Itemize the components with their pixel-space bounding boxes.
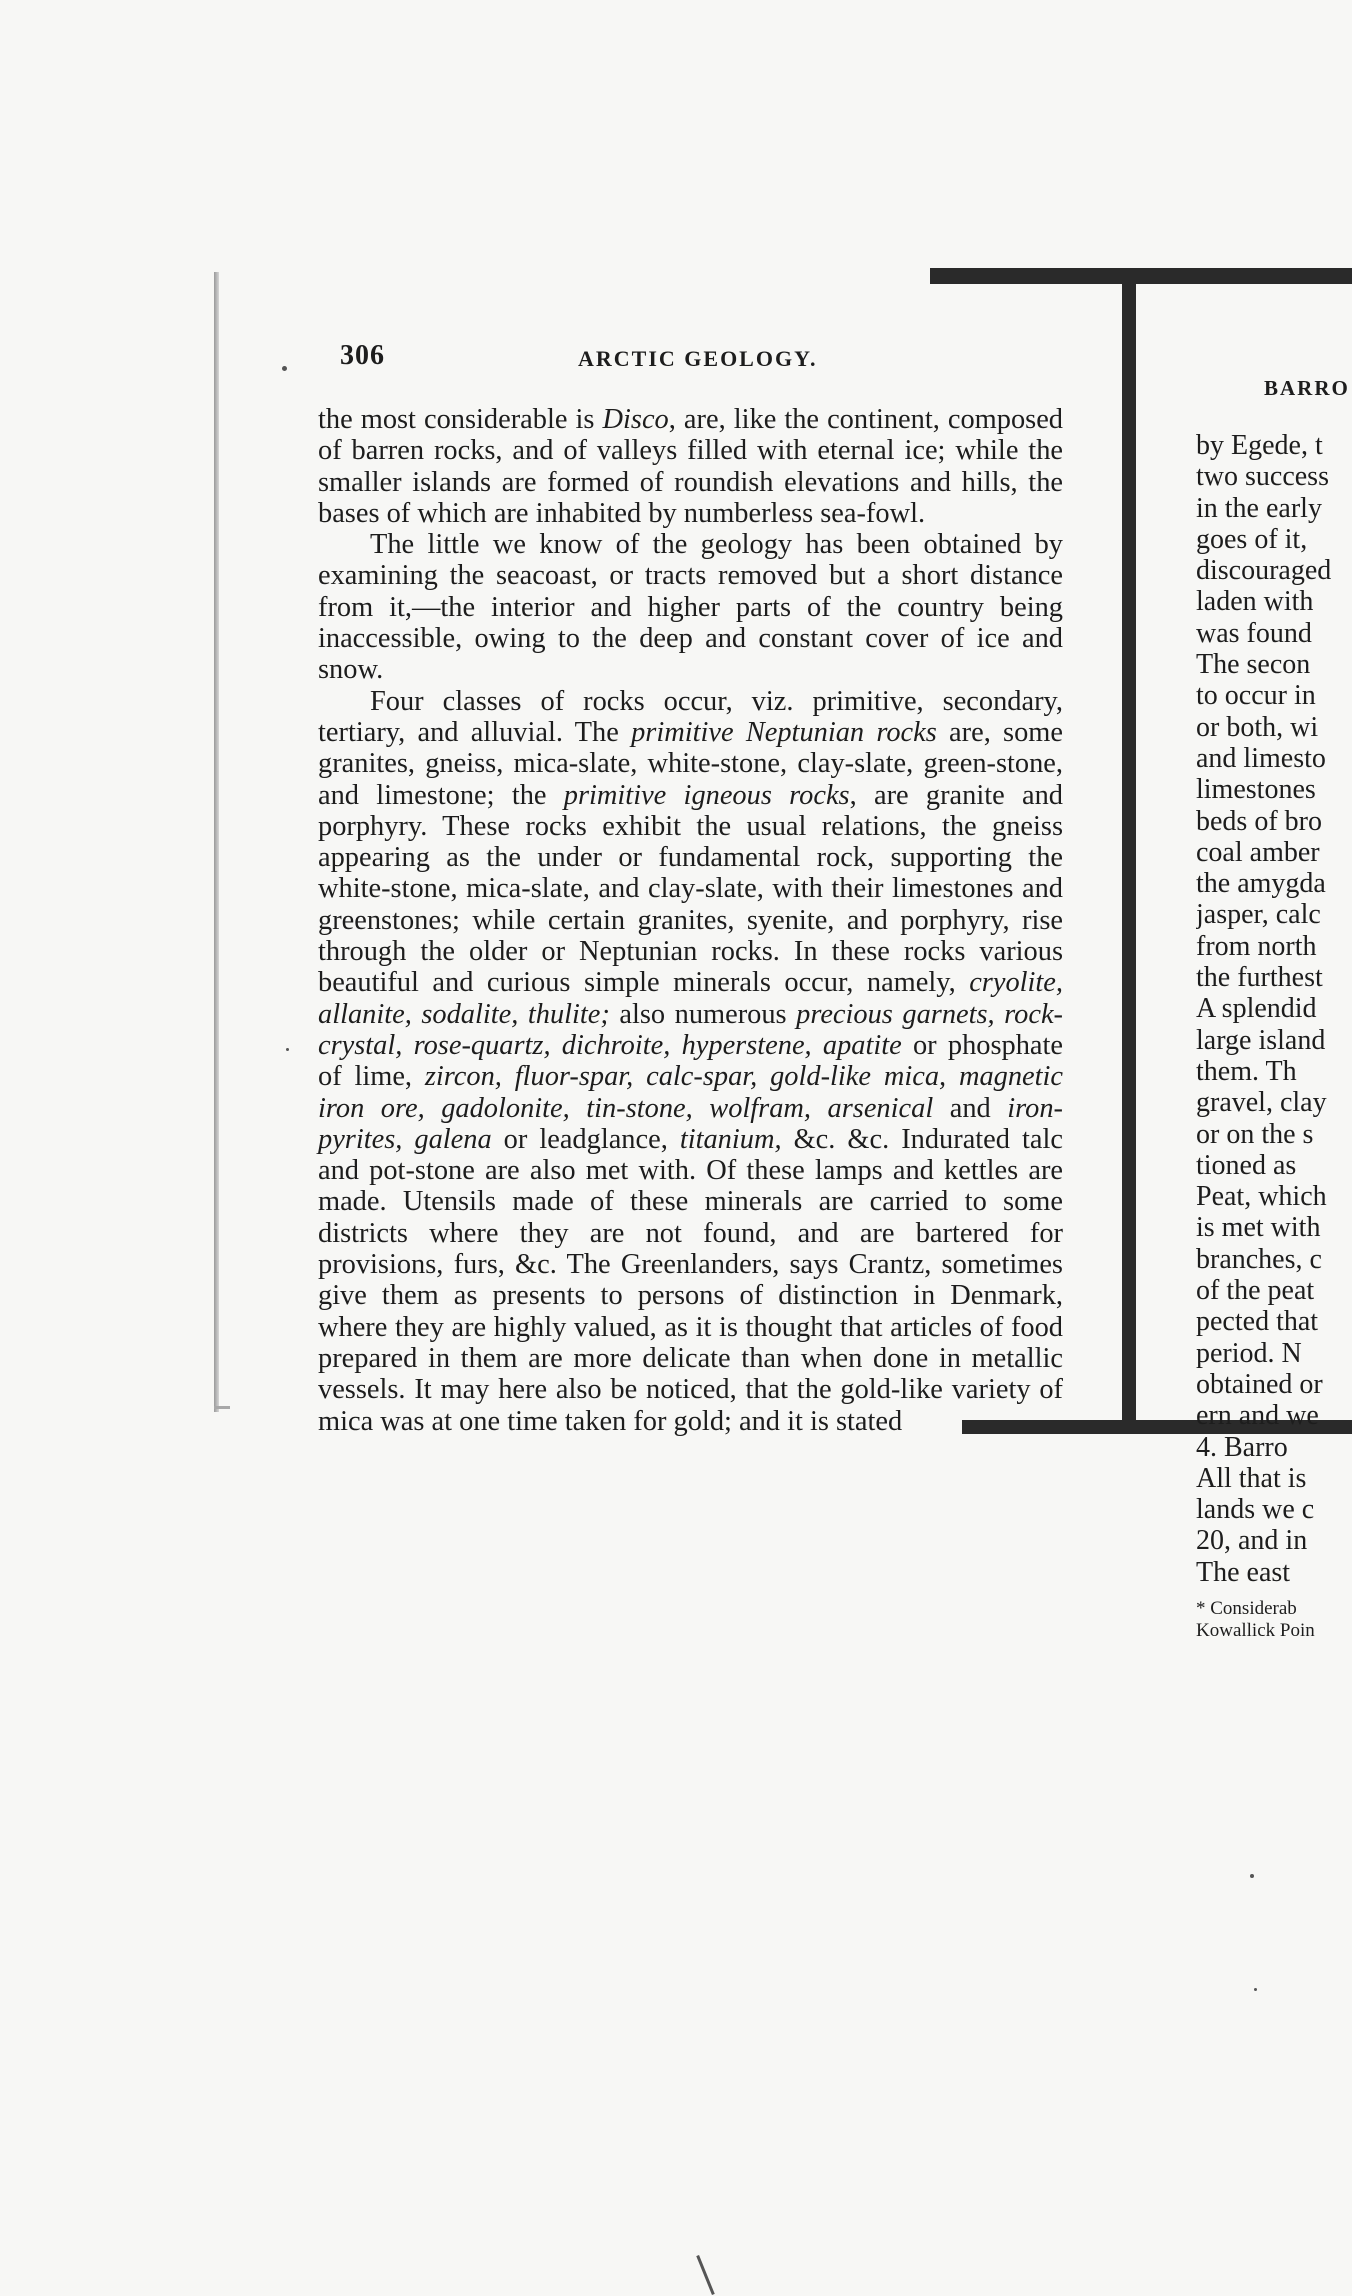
facing-page-line: from north — [1196, 930, 1317, 962]
text-run: also numerous — [609, 998, 797, 1030]
facing-page-footnote — [1196, 1598, 1352, 1642]
facing-page-line: tioned as — [1196, 1149, 1297, 1181]
text-run: are, some granites, gneiss, mica-slate, white-stone, clay-slate, green-stone, and limestone; the — [318, 716, 1063, 811]
facing-page-line: or both, wi — [1196, 711, 1319, 743]
book-clamp-stem — [1122, 276, 1136, 1428]
facing-page-line: All that is — [1196, 1462, 1307, 1494]
paragraph — [318, 529, 1063, 685]
italic-term: Disco — [602, 404, 669, 435]
text-run: , are granite and porphyry. These rocks exhibit the usual relations, the gneiss appearing as the under or fundamental rock, supporting the white-stone, mica-slate, and clay-slate, with their limestones and greenstones; while certain granites, syenite, and porphyry, rise through the older or Neptunian rocks. In these rocks various beautiful and curious simple minerals occur, namely, — [318, 779, 1063, 999]
book-clamp-top — [930, 268, 1352, 284]
facing-page-line: limestones — [1196, 774, 1316, 806]
text-run: the most considerable is — [318, 404, 603, 435]
scan-speck — [282, 366, 287, 371]
scan-page-edge — [214, 272, 219, 1412]
italic-term: zircon, fluor-spar, calc-spar, gold-like mica, magnetic iron ore, gadolonite, tin-stone, wolfram, arsenical — [318, 1061, 1064, 1124]
facing-page-line: by Egede, t — [1196, 430, 1323, 461]
facing-page-line: the amygda — [1196, 868, 1326, 900]
italic-term: cryolite, allanite, sodalite, thulite; — [318, 967, 1063, 1030]
facing-page-line: Peat, which — [1196, 1181, 1327, 1213]
facing-page-text — [1196, 430, 1352, 1588]
facing-page-line: period. N — [1196, 1337, 1302, 1369]
facing-page-line: of the peat — [1196, 1275, 1315, 1307]
facing-page-line: the furthest — [1196, 962, 1323, 994]
facing-page-line: large island — [1196, 1024, 1326, 1056]
scan-speck — [286, 1048, 289, 1051]
paragraph — [318, 686, 1063, 1437]
facing-page-line: discouraged — [1196, 555, 1332, 587]
page-header — [336, 340, 1066, 380]
facing-page-line: is met with — [1196, 1212, 1321, 1244]
facing-page-line: branches, c — [1196, 1243, 1322, 1275]
body-text — [318, 404, 1063, 1437]
facing-page-running-head: BARRO — [1264, 376, 1350, 400]
page-number: 306 — [340, 340, 385, 371]
text-run: The little we know of the geology has been obtained by examining the seacoast, or tracts removed but a short distance from it,—the interior and higher parts of the country being inaccessible, owing to the deep and constant cover of ice and snow. — [318, 529, 1063, 686]
running-head: ARCTIC GEOLOGY. — [578, 346, 818, 371]
facing-page-line: goes of it, — [1196, 523, 1308, 555]
facing-page-footnote-line: Kowallick Poin — [1196, 1620, 1315, 1641]
scan-speck — [1250, 1874, 1254, 1878]
facing-page-line: ern and we — [1196, 1400, 1319, 1432]
italic-term: iron-pyrites, galena — [318, 1092, 1063, 1155]
facing-page-line: them. Th — [1196, 1055, 1297, 1087]
facing-page-line: lands we c — [1196, 1494, 1315, 1526]
facing-page-line: The secon — [1196, 649, 1311, 681]
facing-page-line: obtained or — [1196, 1368, 1323, 1400]
text-run: or phosphate of lime, — [318, 1029, 1063, 1093]
facing-page-line: jasper, calc — [1196, 899, 1321, 931]
facing-page-line: A splendid — [1196, 993, 1317, 1025]
facing-page-line: pected that — [1196, 1306, 1319, 1338]
facing-page-line: in the early — [1196, 492, 1322, 524]
italic-term: titanium, — [679, 1123, 782, 1155]
facing-page-line: to occur in — [1196, 680, 1316, 712]
facing-page-footnote-line: * Considerab — [1196, 1598, 1297, 1619]
facing-page-line: The east — [1196, 1556, 1291, 1588]
italic-term: primitive igneous rocks — [563, 779, 850, 811]
facing-page-line: was found — [1196, 617, 1312, 649]
facing-page-line: laden with — [1196, 586, 1314, 618]
text-run: and — [933, 1092, 1008, 1124]
text-run: , are, like the continent, composed of barren rocks, and of valleys filled with eternal ice; while the smaller islands are formed of roundish elevations and hills, the bases of which are inhabited by numberless sea-fowl. — [318, 404, 1063, 529]
facing-page-line: gravel, clay — [1196, 1087, 1327, 1119]
text-run: Four classes of rocks occur, viz. primitive, secondary, tertiary, and alluvial. The — [318, 685, 1063, 748]
paragraph — [318, 404, 1063, 529]
facing-page-line: beds of bro — [1196, 805, 1322, 837]
italic-term: primitive Neptunian rocks — [631, 716, 937, 748]
text-run: or leadglance, — [491, 1123, 680, 1155]
facing-page-line: two success — [1196, 461, 1329, 493]
text-run: &c. &c. Indurated talc and pot-stone are also met with. Of these lamps and kettles are made. Utensils made of these minerals are carried to some districts where they are not found, and are bartered for provisions, furs, &c. The Greenlanders, says Crantz, sometimes give them as presents to persons of distinction in Denmark, where they are highly valued, as it is thought that articles of food prepared in them are more delicate than when done in metallic vessels. It may here also be noticed, that the gold-like variety of mica was at one time taken for gold; and it is stated — [318, 1123, 1063, 1437]
facing-page-line: and limesto — [1196, 742, 1326, 774]
facing-page-line: 4. Barro — [1196, 1431, 1288, 1463]
facing-page-line: or on the s — [1196, 1118, 1314, 1150]
italic-term: precious garnets, rock-crystal, rose-quartz, dichroite, hyperstene, apatite — [318, 998, 1064, 1061]
scan-speck — [1254, 1988, 1257, 1991]
facing-page-line: coal amber — [1196, 836, 1320, 868]
facing-page-line: 20, and in — [1196, 1525, 1308, 1557]
scan-page-edge-foot — [214, 1406, 230, 1409]
scan-fibre-mark — [696, 2255, 715, 2295]
